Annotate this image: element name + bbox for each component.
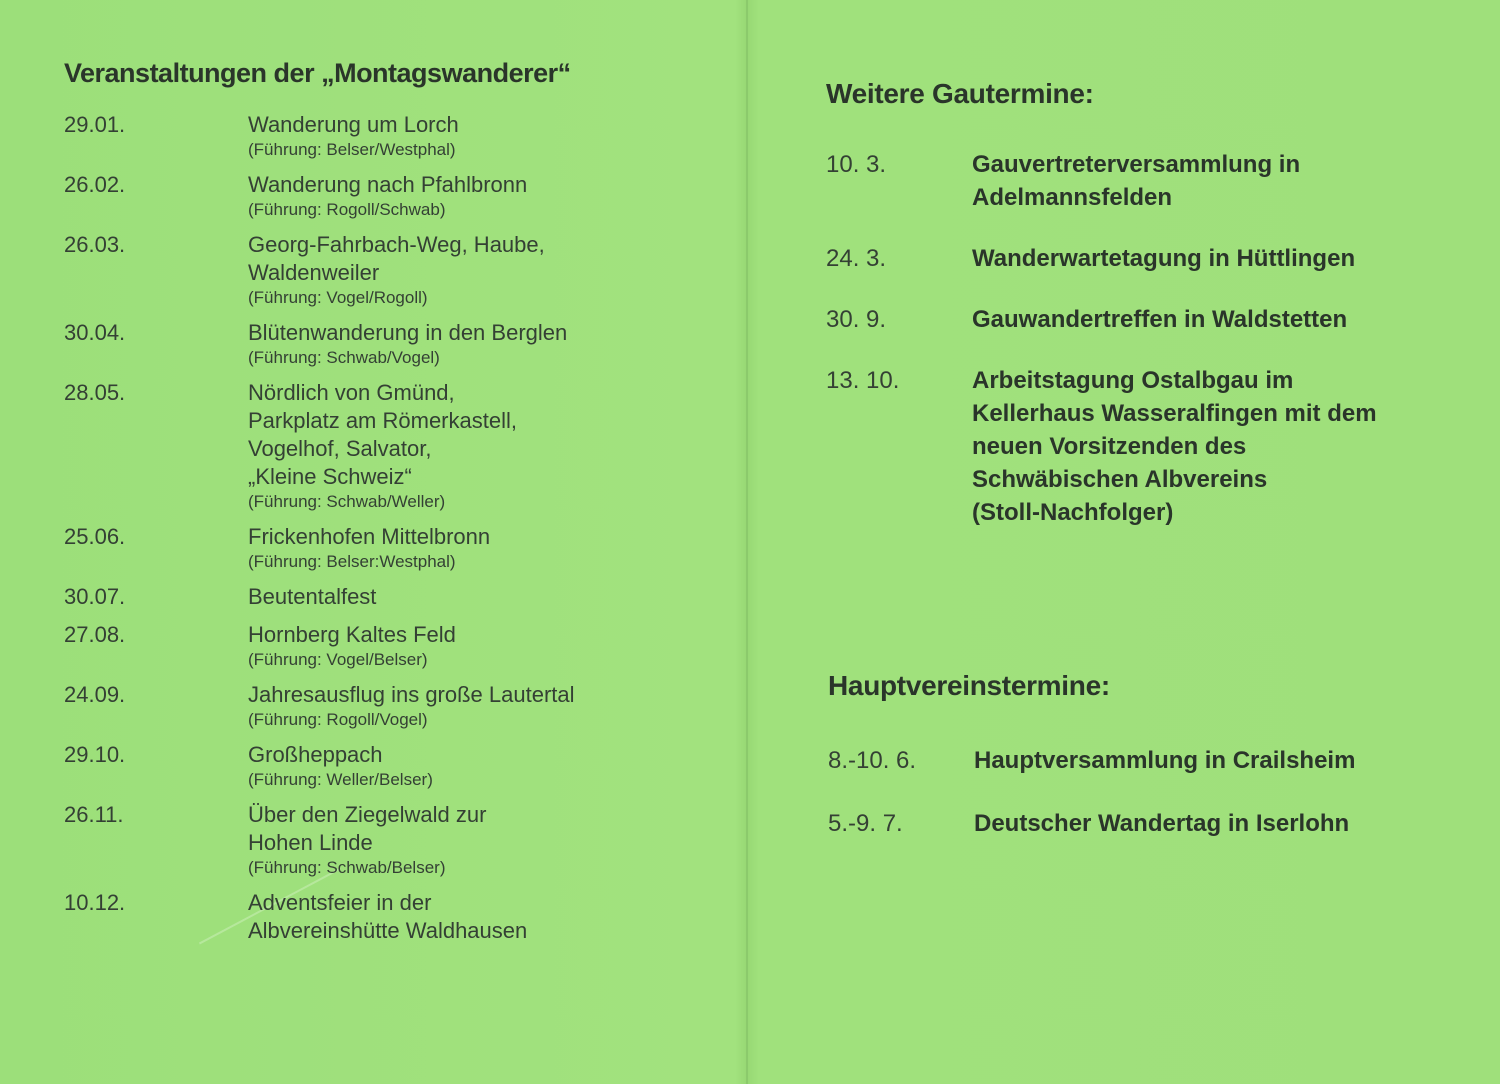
gautermin-date: 24. 3. (826, 245, 887, 272)
event-date: 30.07. (64, 584, 126, 609)
event-leaders: (Führung: Schwab/Vogel) (248, 348, 440, 367)
event-leaders: (Führung: Vogel/Rogoll) (248, 288, 428, 307)
event-date: 26.02. (64, 172, 126, 197)
event-row (64, 523, 704, 573)
event-body (248, 171, 704, 221)
event-body (248, 621, 704, 671)
event-body (248, 889, 704, 945)
event-body (248, 681, 704, 731)
event-date: 24.09. (64, 682, 126, 707)
event-title: Wanderung nach Pfahlbronn (248, 172, 528, 197)
event-leaders: (Führung: Weller/Belser) (248, 770, 433, 789)
gautermin-text: Gauwandertreffen in Waldstetten (972, 306, 1348, 333)
hauptvereinstermin-text: Hauptversammlung in Crailsheim (974, 747, 1356, 774)
event-date: 10.12. (64, 890, 126, 915)
event-title: Jahresausflug ins große Lautertal (248, 682, 575, 707)
event-body (248, 379, 704, 513)
hauptvereinstermin-date: 5.-9. 7. (828, 810, 903, 837)
gautermine-title: Weitere Gautermine: (826, 78, 1094, 109)
event-title: Georg-Fahrbach-Weg, Haube, Waldenweiler (248, 232, 545, 285)
gautermin-date: 13. 10. (826, 367, 900, 394)
event-date: 30.04. (64, 320, 126, 345)
event-title: Beutentalfest (248, 584, 377, 609)
event-body (248, 523, 704, 573)
event-row (64, 319, 704, 369)
event-body (248, 583, 704, 611)
event-leaders: (Führung: Rogoll/Schwab) (248, 200, 446, 219)
event-row (64, 379, 704, 513)
event-row (64, 801, 704, 879)
hauptvereinstermin-text: Deutscher Wandertag in Iserlohn (974, 810, 1350, 837)
event-leaders: (Führung: Schwab/Weller) (248, 492, 446, 511)
event-row (64, 741, 704, 791)
event-title: Wanderung um Lorch (248, 112, 459, 137)
event-date: 29.01. (64, 112, 126, 137)
gautermin-text: Gauvertreterversammlung in Adelmannsfelden (972, 151, 1301, 211)
event-date: 26.11. (64, 802, 124, 827)
hauptvereinstermin-row (828, 807, 1468, 840)
event-leaders: (Führung: Vogel/Belser) (248, 650, 428, 669)
event-leaders: (Führung: Belser/Westphal) (248, 140, 456, 159)
event-title: Adventsfeier in der Albvereinshütte Waldhausen (248, 890, 528, 943)
event-leaders: (Führung: Belser:Westphal) (248, 552, 456, 571)
gautermin-row (826, 303, 1466, 336)
event-date: 27.08. (64, 622, 126, 647)
event-title: Nördlich von Gmünd, Parkplatz am Römerkastell, Vogelhof, Salvator, „Kleine Schweiz“ (248, 380, 517, 489)
event-title: Über den Ziegelwald zur Hohen Linde (248, 802, 487, 855)
event-title: Hornberg Kaltes Feld (248, 622, 456, 647)
event-body (248, 741, 704, 791)
event-body (248, 111, 704, 161)
event-row (64, 171, 704, 221)
hauptvereinstermin-date: 8.-10. 6. (828, 747, 917, 774)
gautermin-text: Wanderwartetagung in Hüttlingen (972, 245, 1356, 272)
event-row (64, 621, 704, 671)
gautermin-date: 10. 3. (826, 151, 887, 178)
gautermine-panel (826, 78, 1466, 557)
event-title: Frickenhofen Mittelbronn (248, 524, 491, 549)
event-leaders: (Führung: Schwab/Belser) (248, 858, 446, 877)
gautermin-date: 30. 9. (826, 306, 887, 333)
montagswanderer-panel (64, 58, 704, 955)
event-date: 26.03. (64, 232, 126, 257)
hauptvereinstermine-panel (828, 670, 1468, 870)
hauptvereinstermine-title: Hauptvereinstermine: (828, 670, 1110, 701)
event-row (64, 583, 704, 611)
event-list (64, 111, 704, 945)
gautermine-list (826, 148, 1466, 529)
event-date: 25.06. (64, 524, 126, 549)
hauptvereinstermine-list (828, 744, 1468, 840)
gautermin-row (826, 364, 1466, 529)
event-body (248, 319, 704, 369)
event-title: Blütenwanderung in den Berglen (248, 320, 568, 345)
fold-line (746, 0, 748, 1084)
gautermin-text: Arbeitstagung Ostalbgau im Kellerhaus Wasseralfingen mit dem neuen Vorsitzenden des Schwäbischen Albvereins (Stoll-Nachfolger) (972, 367, 1377, 526)
event-body (248, 231, 704, 309)
event-title: Großheppach (248, 742, 383, 767)
event-row (64, 889, 704, 945)
gautermin-row (826, 148, 1466, 214)
hauptvereinstermin-row (828, 744, 1468, 777)
event-date: 28.05. (64, 380, 126, 405)
event-row (64, 231, 704, 309)
gautermin-row (826, 242, 1466, 275)
event-date: 29.10. (64, 742, 126, 767)
event-row (64, 681, 704, 731)
event-leaders: (Führung: Rogoll/Vogel) (248, 710, 428, 729)
montagswanderer-title: Veranstaltungen der „Montagswanderer“ (64, 58, 571, 88)
event-body (248, 801, 704, 879)
event-row (64, 111, 704, 161)
